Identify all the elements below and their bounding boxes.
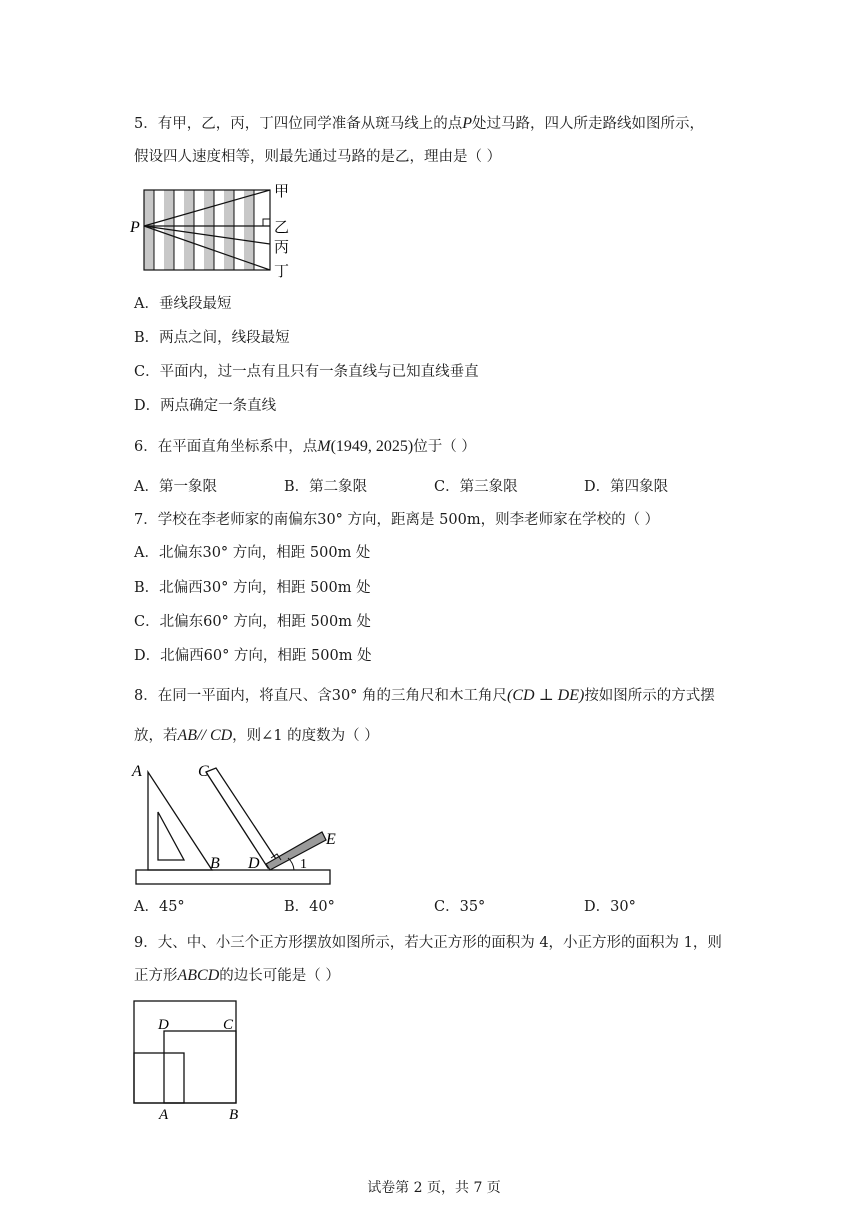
q8-fig-label-c: C (198, 763, 209, 780)
q7-option-b: B．北偏西30° 方向，相距 500m 处 (134, 580, 371, 596)
q7-option-c: C．北偏东60° 方向，相距 500m 处 (134, 614, 372, 630)
q8-option-d: D．30° (584, 899, 636, 915)
q7-option-d: D．北偏西60° 方向，相距 500m 处 (134, 648, 372, 664)
q9-fig-label-c: C (223, 1017, 234, 1033)
q8-option-a: A．45° (134, 899, 185, 915)
q8-fig-label-e: E (326, 831, 336, 848)
q5-fig-label-ding: 丁 (274, 264, 290, 280)
q6-options (134, 477, 734, 497)
q5-fig-label-bing: 丙 (274, 240, 290, 256)
q6-option-c: C．第三象限 (434, 479, 518, 495)
q5-point-label: P (462, 115, 473, 132)
q8-option-b: B．40° (284, 899, 335, 915)
q8-ruler-triangle-figure (128, 758, 348, 888)
q7-option-a: A．北偏东30° 方向，相距 500m 处 (134, 545, 371, 561)
page-footer: 试卷第 2 页，共 7 页 (367, 1180, 501, 1196)
q9-square-name: ABCD (177, 967, 220, 984)
q8-condition: (CD ⊥ DE) (507, 687, 585, 704)
q8-option-c: C．35° (434, 899, 486, 915)
q5-line1: 5．有甲，乙，丙，丁四位同学准备从斑马线上的点P处过马路，四人所走路线如图所示， (134, 115, 705, 132)
q8-line1: 8．在同一平面内，将直尺、含30° 角的三角尺和木工角尺(CD ⊥ DE)按如图所示的方式摆 (134, 687, 715, 704)
q5-fig-label-yi: 乙 (274, 220, 290, 236)
q8-fig-label-b: B (210, 855, 220, 872)
q9-fig-label-a: A (159, 1107, 169, 1123)
q5-option-b: B．两点之间，线段最短 (134, 330, 290, 346)
q6-option-d: D．第四象限 (584, 479, 669, 495)
q8-fig-label-angle-1: 1 (300, 857, 307, 872)
q5-option-d: D．两点确定一条直线 (134, 398, 277, 414)
q6-option-b: B．第二象限 (284, 479, 368, 495)
q8-parallel-condition: AB// CD (177, 727, 233, 744)
q5-option-c: C．平面内，过一点有且只有一条直线与已知直线垂直 (134, 364, 479, 380)
q8-fig-label-d: D (248, 855, 260, 872)
q8-line2: 放，若AB// CD，则∠1 的度数为（ ） (134, 727, 379, 744)
q9-squares-figure (128, 995, 248, 1125)
q5-fig-label-p: P (130, 219, 140, 236)
q7-stem: 7．学校在李老师家的南偏东30° 方向，距离是 500m，则李老师家在学校的（ ） (134, 512, 660, 528)
q8-fig-label-a: A (132, 763, 142, 780)
q9-fig-label-b: B (229, 1107, 239, 1123)
q6-option-a: A．第一象限 (134, 479, 217, 495)
q5-crosswalk-figure (128, 182, 298, 282)
q6-stem: 6．在平面直角坐标系中，点M(1949, 2025)位于（ ） (134, 438, 476, 455)
q5-line2: 假设四人速度相等，则最先通过马路的是乙，理由是（ ） (134, 149, 502, 165)
q9-line2: 正方形ABCD的边长可能是（ ） (134, 967, 340, 984)
q6-coordinates: (1949, 2025) (330, 438, 414, 455)
q5-option-a: A．垂线段最短 (134, 296, 232, 312)
q5-fig-label-jia: 甲 (274, 184, 290, 200)
q6-point-label: M (317, 438, 331, 455)
q8-options (134, 897, 734, 917)
q9-line1: 9．大、中、小三个正方形摆放如图所示，若大正方形的面积为 4，小正方形的面积为 1，则 (134, 935, 722, 951)
q9-fig-label-d: D (158, 1017, 169, 1033)
